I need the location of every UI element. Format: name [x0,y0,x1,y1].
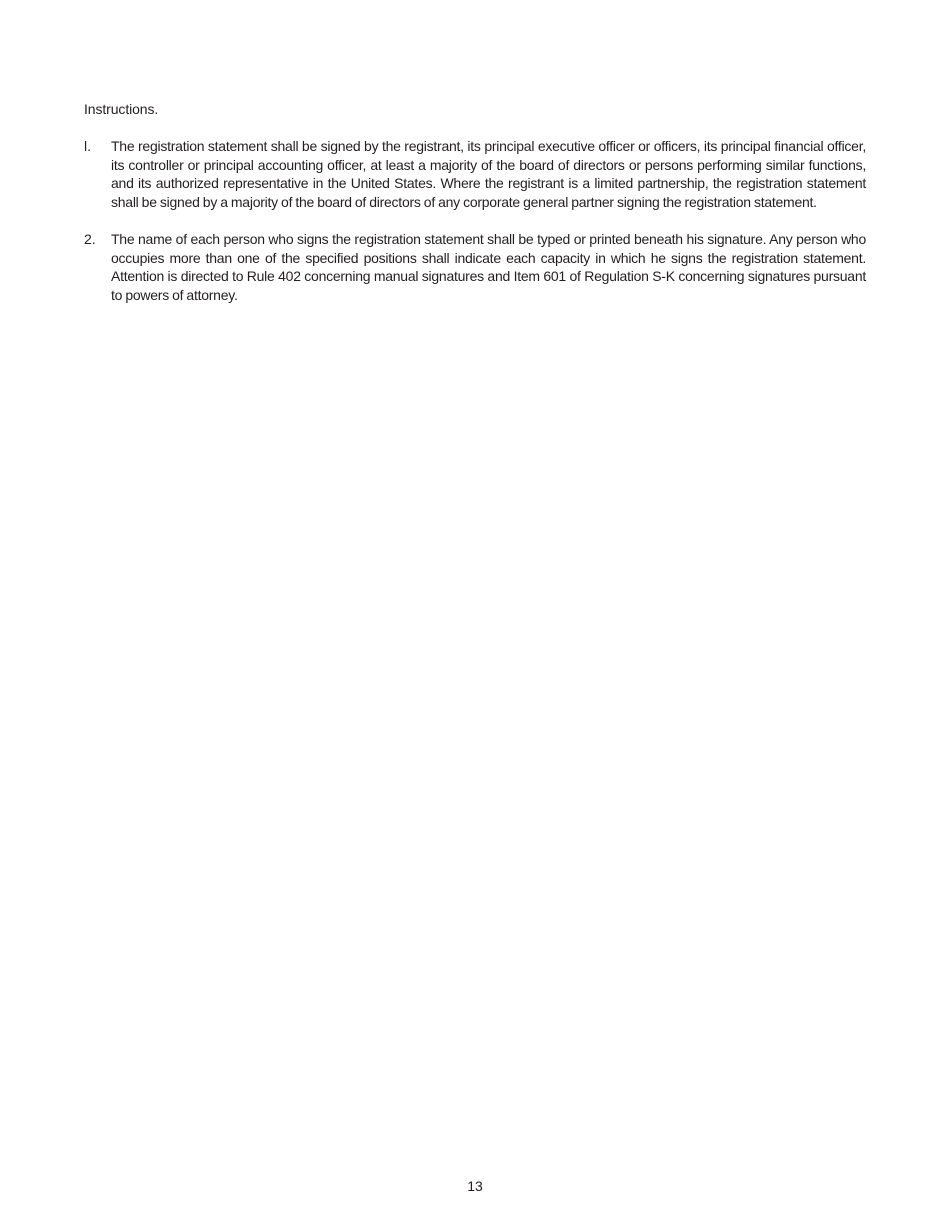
list-item [84,137,866,212]
list-item-text: The name of each person who signs the registration statement shall be typed or printed beneath his signature. Any person who occupies more than one of the specified positions shall indicate each capacity in which he signs the registration statement. Attention is directed to Rule 402 concerning manual signatures and Item 601 of Regulation S-K concerning signatures pursuant to powers of attorney. [111,230,866,303]
instructions-heading: Instructions. [84,101,159,117]
instructions-list [84,137,866,323]
list-item-marker: l. [84,138,91,154]
list-item-marker: 2. [84,230,96,247]
list-item [84,230,866,305]
list-item-text: The registration statement shall be signed by the registrant, its principal executive officer or officers, its principal financial officer, its controller or principal accounting officer, at least a majority of the board of directors or persons performing similar functions, and its authorized representative in the United States. Where the registrant is a limited partnership, the registration statement shall be signed by a majority of the board of directors of any corporate general partner signing the registration statement. [111,138,866,211]
page-number: 13 [467,1178,483,1194]
